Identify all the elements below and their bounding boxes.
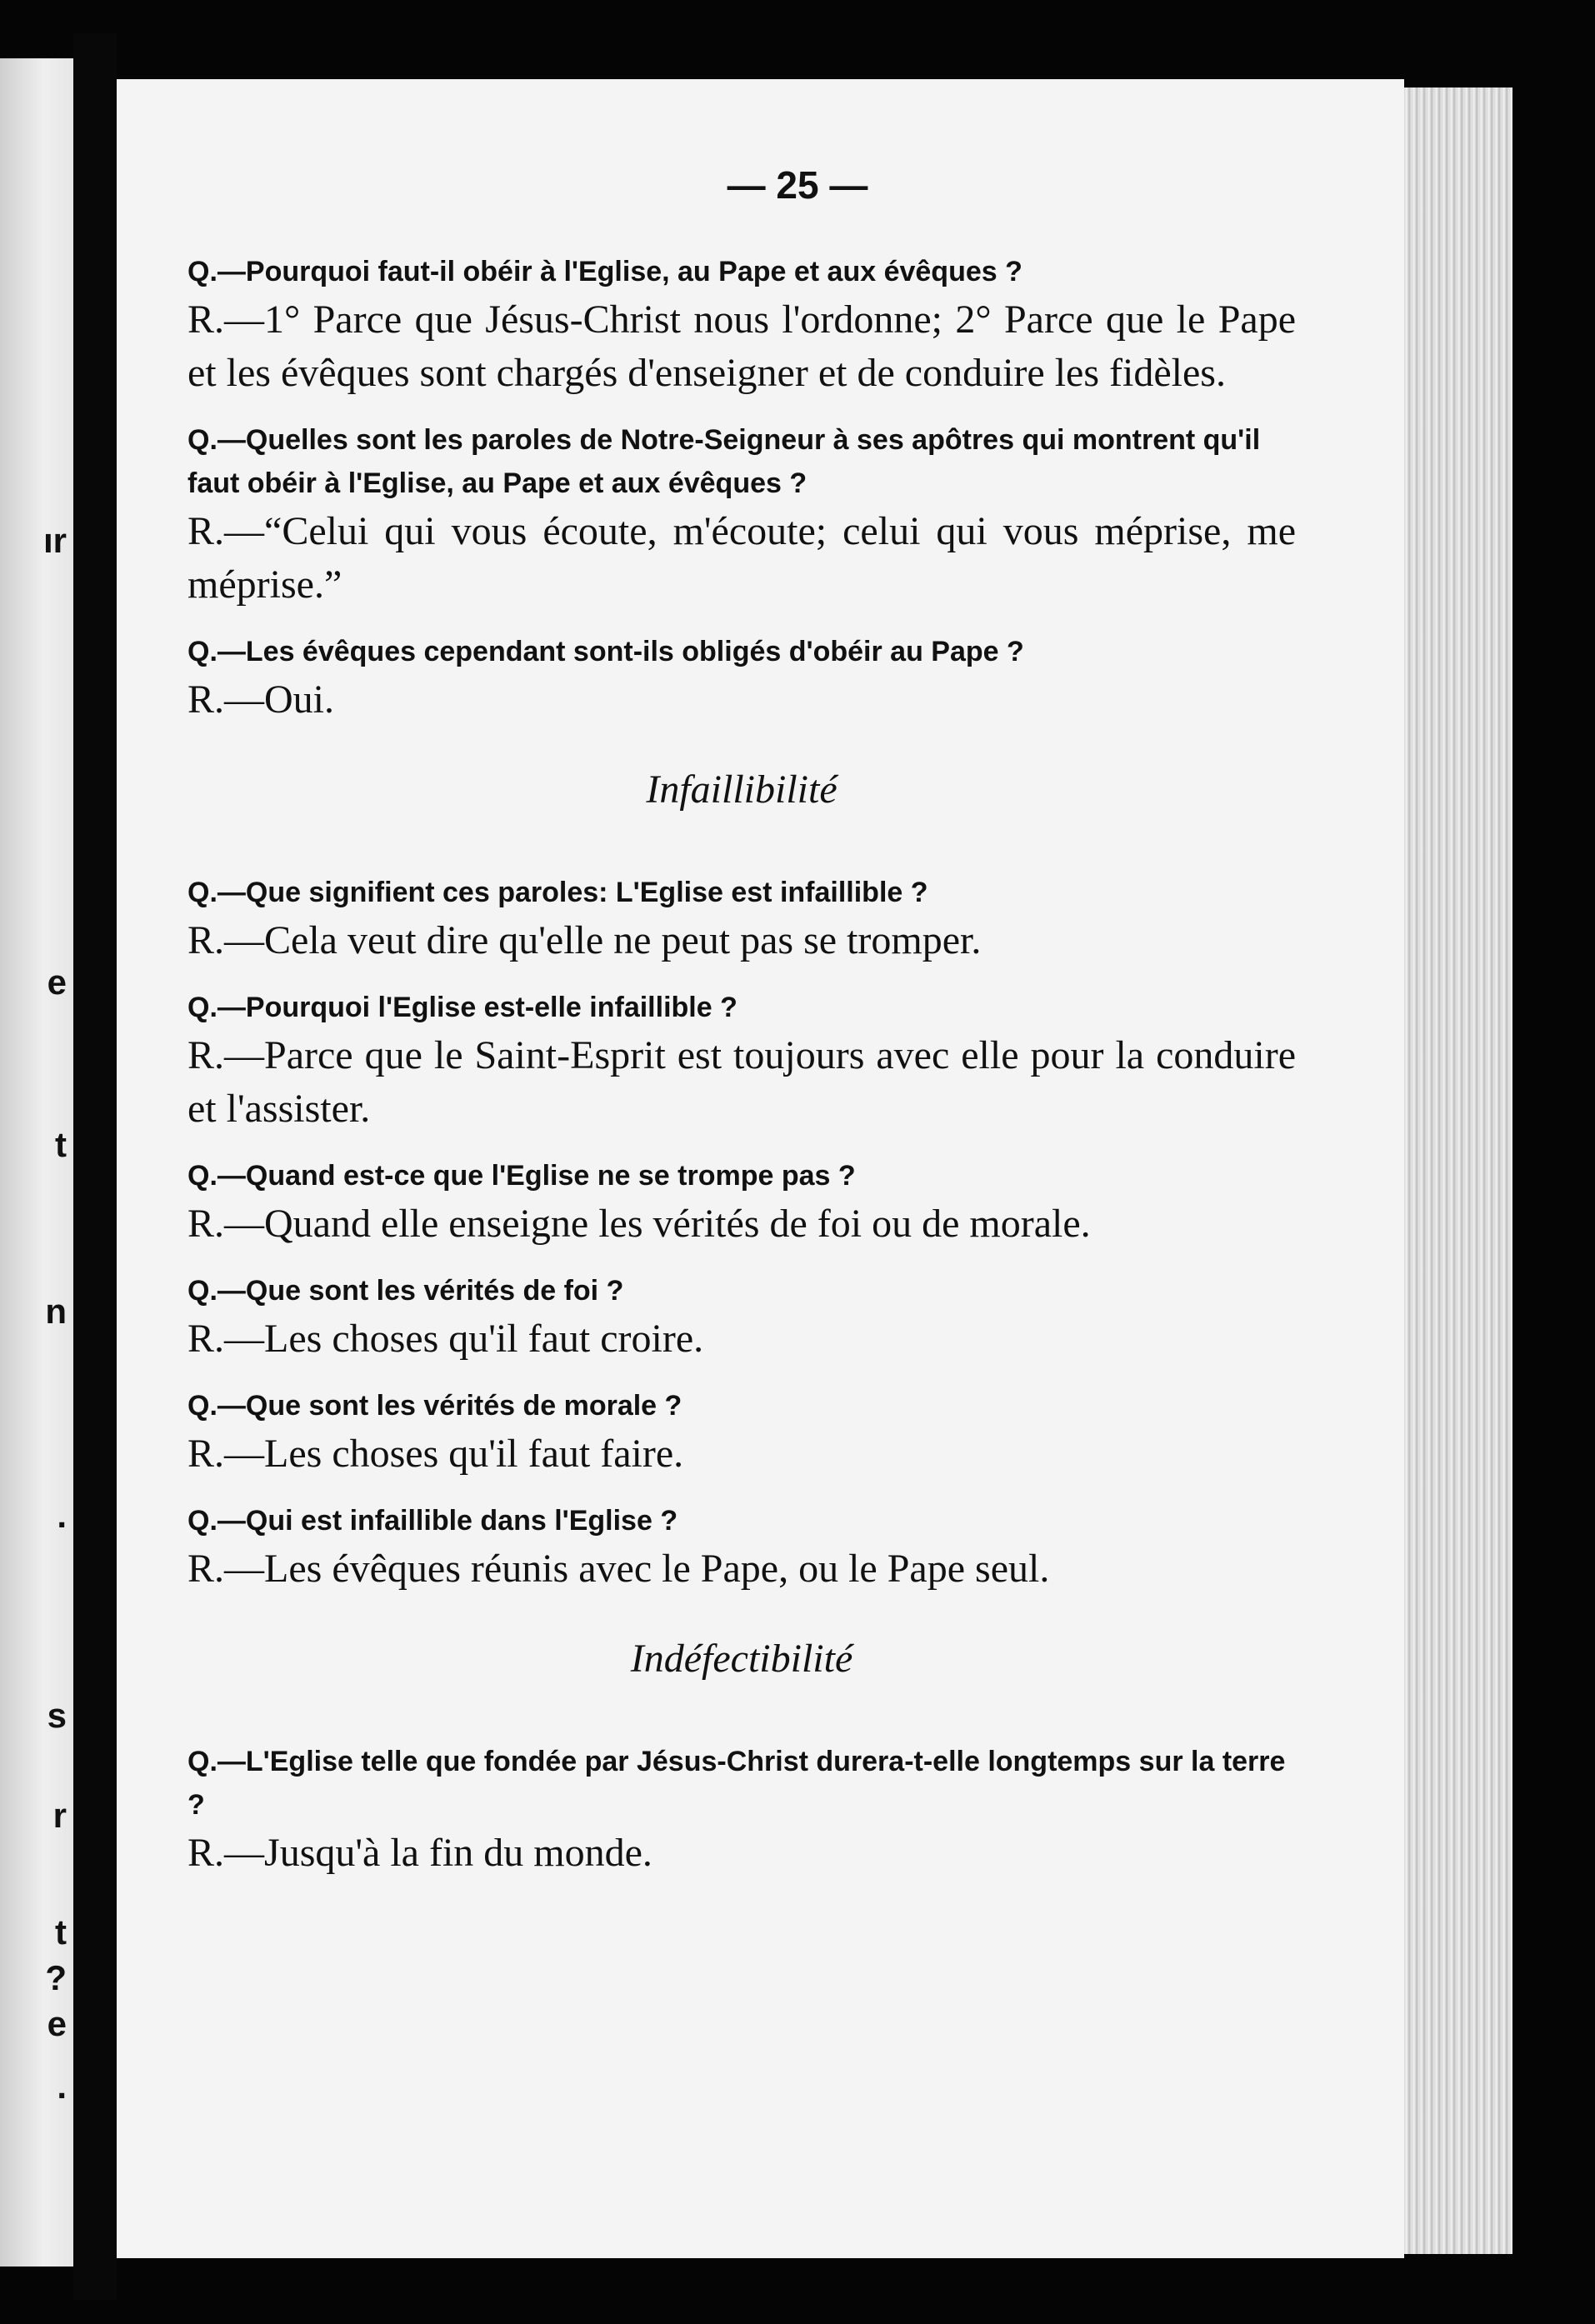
- question: Q.—L'Eglise telle que fondée par Jésus-Christ durera-t-elle longtemps sur la terre ?: [188, 1746, 1286, 1821]
- question: Q.—Que sont les vérités de morale ?: [188, 1390, 682, 1422]
- book-gutter: [73, 33, 117, 2300]
- qa-block: [188, 250, 1296, 400]
- qa-block: [188, 1384, 1296, 1481]
- question: Q.—Qui est infaillible dans l'Eglise ?: [188, 1505, 678, 1537]
- qa-block: [188, 986, 1296, 1136]
- question: Q.—Que signifient ces paroles: L'Eglise est infaillible ?: [188, 877, 928, 908]
- qa-block: [188, 871, 1296, 967]
- question: Q.—Que sont les vérités de foi ?: [188, 1275, 624, 1307]
- section-title-indefectibilite: Indéfectibilité: [630, 1637, 853, 1681]
- answer: R.—“Celui qui vous écoute, m'écoute; celui qui vous méprise, me méprise.”: [188, 509, 1296, 607]
- margin-fragment: .: [57, 1496, 67, 1535]
- answer: R.—Les choses qu'il faut croire.: [188, 1317, 704, 1361]
- margin-fragment: .: [57, 2067, 67, 2106]
- qa-block: [188, 1499, 1296, 1596]
- question: Q.—Pourquoi faut-il obéir à l'Eglise, au Pape et aux évêques ?: [188, 256, 1022, 287]
- qa-block: [188, 630, 1296, 727]
- question: Q.—Quelles sont les paroles de Notre-Seigneur à ses apôtres qui montrent qu'il faut obéir à l'Eglise, au Pape et aux évêques ?: [188, 424, 1261, 499]
- qa-block: [188, 1154, 1296, 1251]
- margin-fragment: t: [55, 1125, 67, 1164]
- qa-block: [188, 1269, 1296, 1366]
- qa-block: [188, 1740, 1296, 1880]
- answer: R.—Cela veut dire qu'elle ne peut pas se tromper.: [188, 918, 982, 962]
- qa-block: [188, 418, 1296, 612]
- answer: R.—Les choses qu'il faut faire.: [188, 1432, 684, 1476]
- answer: R.—1° Parce que Jésus-Christ nous l'ordonne; 2° Parce que le Pape et les évêques sont chargés d'enseigner et de conduire les fidèles.: [188, 297, 1296, 395]
- answer: R.—Parce que le Saint-Esprit est toujours avec elle pour la conduire et l'assister.: [188, 1033, 1296, 1131]
- answer: R.—Quand elle enseigne les vérités de foi ou de morale.: [188, 1202, 1091, 1246]
- margin-fragment: ır: [42, 521, 67, 560]
- answer: R.—Oui.: [188, 677, 335, 722]
- left-page-edge: [0, 58, 73, 2267]
- answer: R.—Les évêques réunis avec le Pape, ou le Pape seul.: [188, 1547, 1050, 1591]
- question: Q.—Pourquoi l'Eglise est-elle infaillible ?: [188, 992, 738, 1023]
- background-right: [1512, 50, 1595, 2324]
- page-edges: [1404, 87, 1512, 2254]
- section-title-infaillibilite: Infaillibilité: [646, 767, 838, 812]
- page-number: — 25 —: [727, 163, 868, 207]
- margin-fragment: e: [47, 962, 67, 1002]
- question: Q.—Quand est-ce que l'Eglise ne se trompe pas ?: [188, 1160, 856, 1192]
- margin-fragment: n: [45, 1292, 67, 1331]
- margin-fragment: s: [47, 1696, 67, 1735]
- answer: R.—Jusqu'à la fin du monde.: [188, 1831, 652, 1875]
- margin-fragment: r: [52, 1796, 67, 1835]
- question: Q.—Les évêques cependant sont-ils obligés d'obéir au Pape ?: [188, 636, 1024, 667]
- margin-fragment: ?: [45, 1958, 67, 1997]
- margin-fragment: t: [55, 1912, 67, 1952]
- page-content: [188, 250, 1296, 1880]
- margin-fragment: e: [47, 2004, 67, 2043]
